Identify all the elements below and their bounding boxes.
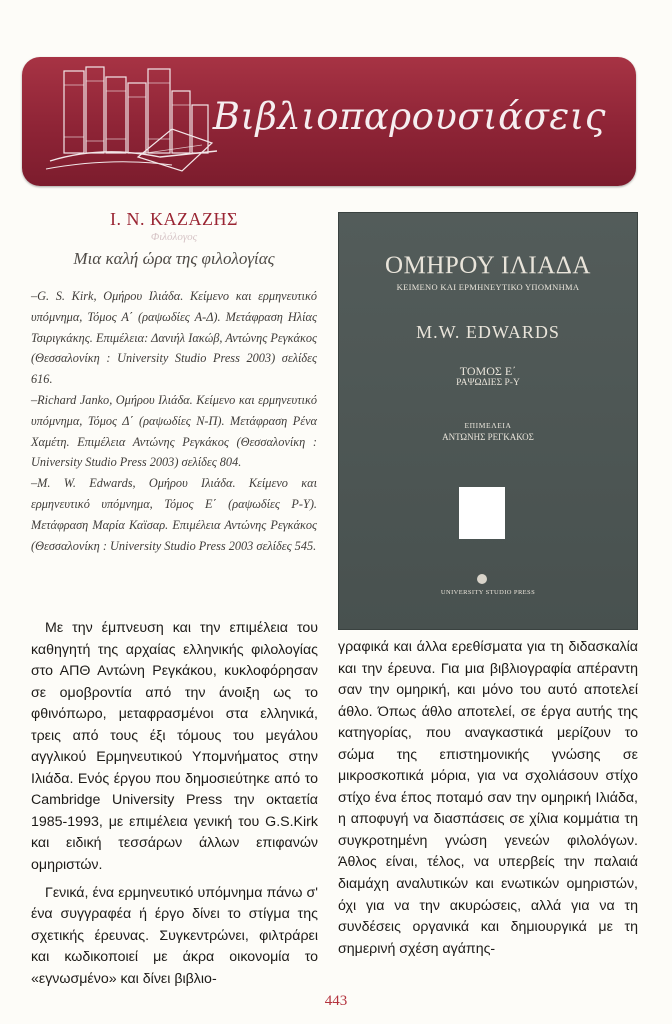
cover-publisher: UNIVERSITY STUDIO PRESS [440, 589, 536, 596]
section-title: Βιβλιοπαρουσιάσεις [212, 95, 606, 138]
cover-white-panel [459, 487, 505, 539]
article-body-right [338, 637, 638, 960]
review-title: Μια καλή ώρα της φιλολογίας [73, 249, 275, 268]
author-role: Φιλόλογος [150, 231, 198, 243]
reference-item: –M. W. Edwards, Ομήρου Ιλιάδα. Κείμενο και ερμηνευτικό υπόμνημα, Τόμος Ε΄ (ραψωδίες Ρ-Υ). Μετάφραση Μαρία Καϊσαρ. Επιμέλεια Αντώνης Ρεγκάκος (Θεσσαλονίκη : University Studio Press 2003 σελίδες 545. [31, 476, 317, 553]
body-paragraph: Με την έμπνευση και την επιμέλεια του καθηγητή της αρχαίας ελληνικής φιλολογίας στο ΑΠΘ Αντώνη Ρεγκάκου, κυκλοφόρησαν σε ομοβροντία από την άνοιξη ως το φθινόπωρο, μεταφρασμένοι στα ελληνικά, τρεις από τους έξι τόμους του μεγάλου αγγλικού Ερμηνευτικού Υπομνήματος στην Ιλιάδα. Ενός έργου που δημοσιεύτηκε από το Cambridge University Press την οκταετία 1985-1993, με επιμέλεια γενική του G.S.Kirk και ειδική τεσσάρων άλλων επιφανών ομηριστών. [31, 620, 318, 874]
cover-subtitle: ΚΕΙΜΕΝΟ ΚΑΙ ΕΡΜΗΝΕΥΤΙΚΟ ΥΠΟΜΝΗΜΑ [396, 282, 580, 292]
author-name: Ι. Ν. ΚΑΖΑΖΗΣ [110, 209, 238, 229]
page-number: 443 [324, 993, 348, 1009]
cover-volume: ΤΟΜΟΣ Ε΄ [459, 364, 517, 378]
book-references [31, 286, 317, 556]
cover-title: ΟΜΗΡΟΥ ΙΛΙΑΔΑ [385, 252, 591, 279]
article-body-left [31, 618, 318, 990]
cover-books: ΡΑΨΩΔΙΕΣ Ρ-Υ [456, 378, 520, 388]
publisher-logo-icon [477, 574, 487, 584]
old-books-icon [42, 61, 217, 181]
article-header [31, 208, 317, 556]
cover-editor-label: ΕΠΙΜΕΛΕΙΑ [464, 421, 512, 430]
cover-author: M.W. EDWARDS [416, 322, 560, 342]
reference-item: –G. S. Kirk, Ομήρου Ιλιάδα. Κείμενο και ερμηνευτικό υπόμνημα, Τόμος Α΄ (ραψωδίες Α-Δ). Μετάφραση Ηλίας Τσιριγκάκης. Επιμέλεια: Δανιήλ Ιακώβ, Αντώνης Ρεγκάκος (Θεσσαλονίκη : University Studio Press 2003) σελίδες 616. [31, 289, 317, 387]
section-banner [22, 57, 636, 186]
cover-editor: ΑΝΤΩΝΗΣ ΡΕΓΚΑΚΟΣ [442, 432, 534, 442]
body-paragraph: Γενικά, ένα ερμηνευτικό υπόμνημα πάνω σ' ένα συγγραφέα ή έργο δίνει το στίγμα της σχετικής έρευνας. Συγκεντρώνει, φιλτράρει και κωδικοποιεί με άκρα οικονομία το «εγνωσμένο» και δίνει βιβλιο- [31, 884, 318, 987]
book-cover-image [338, 212, 638, 630]
body-paragraph: γραφικά και άλλα ερεθίσματα για τη διδασκαλία και την έρευνα. Για μια βιβλιογραφία απέραντη σαν την ομηρική, και μόνο του αυτό αποτελεί άθλο. Όπως άθλο αποτελεί, σε έργα αυτής της κατηγορίας, που αναγκαστικά μερίζουν το σώμα της επιστημονικής γνώσης σε μικροσκοπικά μόρια, για να σχολιάσουν στίχο στίχο ένα έπος ποταμό σαν την ομηρική Ιλιάδα, η αποφυγή να διασπάσεις σε χίλια κομμάτια τη συγκροτημένη γνώση γενεών φιλολόγων. Άθλος είναι, τέλος, να υπερβείς την παλαιά διαμάχη αναλυτικών και ενωτικών ομηριστών, όχι για να την ακυρώσεις, αλλά για να τη συνδέσεις οργανικά και δημιουργικά με τη σημερινή σχέση αγάπης- [338, 639, 638, 957]
reference-item: –Richard Janko, Ομήρου Ιλιάδα. Κείμενο και ερμηνευτικό υπόμνημα, Τόμος Δ΄ (ραψωδίες Ν-Π). Μετάφραση Ρένα Χαμέτη. Επιμέλεια Αντώνης Ρεγκάκος (Θεσσαλονίκη : University Studio Press 2003) σελίδες 804. [31, 392, 317, 470]
